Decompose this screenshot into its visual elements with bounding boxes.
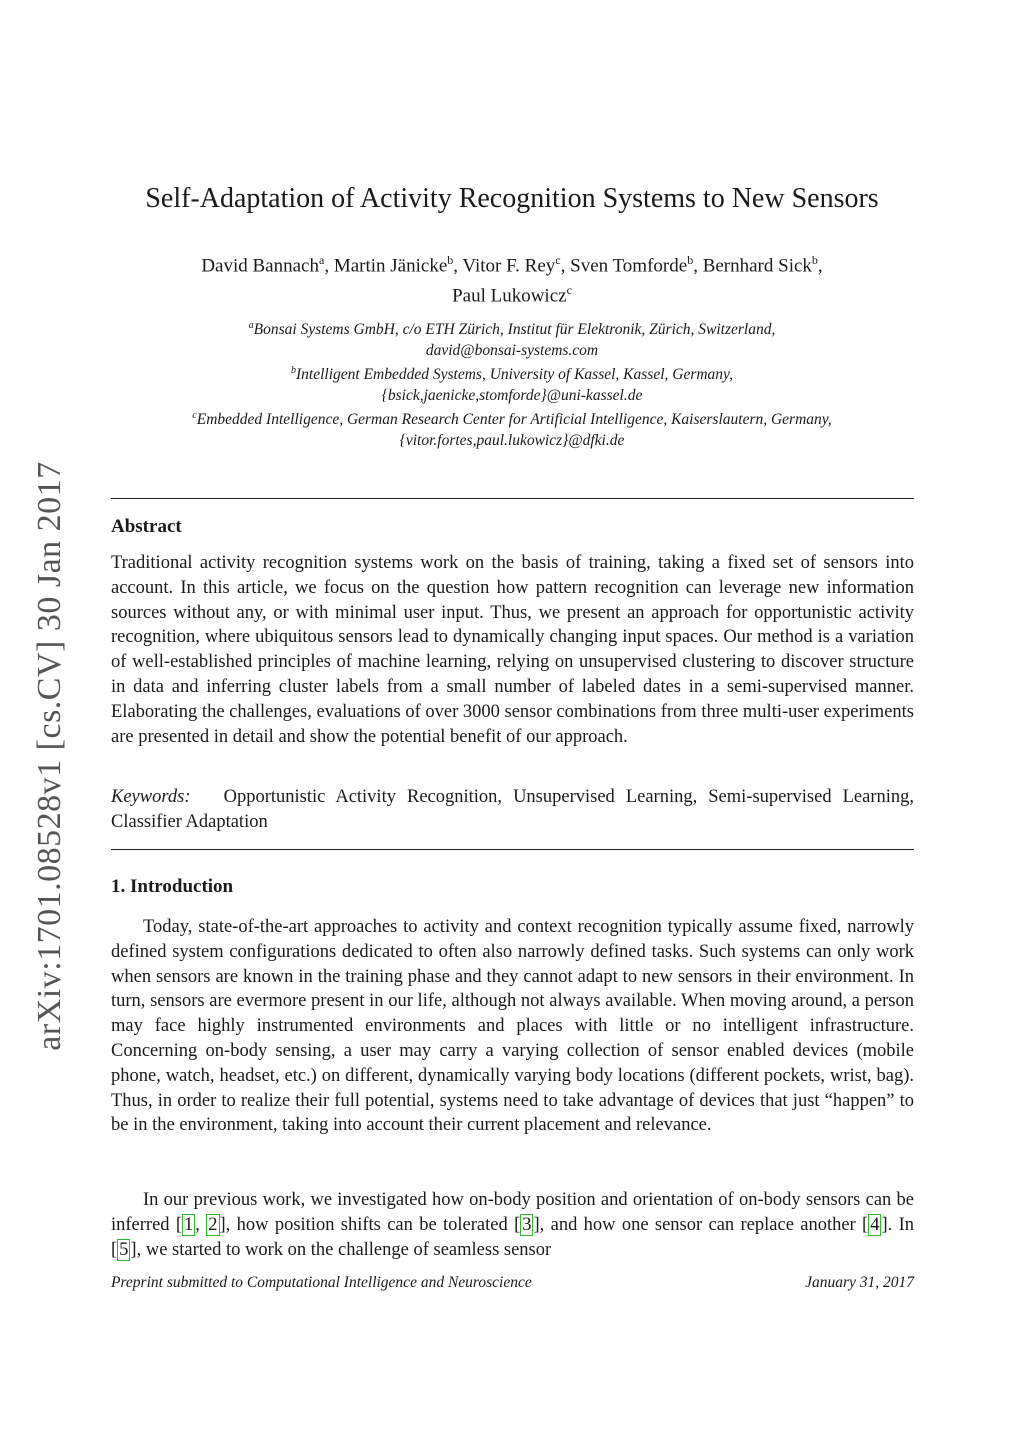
arxiv-sidebar-stamp xyxy=(18,456,82,1056)
para-text: In our previous work, we investigated how on-body position and orientation of on-body sensors can be inferred [ xyxy=(111,1190,914,1235)
author-name: Vitor F. Rey xyxy=(462,255,556,277)
affil-text: Intelligent Embedded Systems, University of Kassel, Kassel, Germany, xyxy=(296,366,733,384)
keywords-label: Keywords: xyxy=(111,787,191,807)
citation-link-4[interactable]: 4 xyxy=(870,1214,880,1235)
para-text: ], we started to work on the challenge of seamless sensor xyxy=(130,1239,552,1260)
arxiv-id-text: arXiv:1701.08528v1 [cs.CV] 30 Jan 2017 xyxy=(31,461,68,1051)
author-name: Bernhard Sick xyxy=(702,255,812,277)
para-text: ]. In [ xyxy=(111,1214,915,1260)
author-name: David Bannach xyxy=(201,255,319,277)
affil-text: Bonsai Systems GmbH, c/o ETH Zürich, Institut für Elektronik, Zürich, Switzerland, xyxy=(253,321,776,339)
author-affil-mark: b xyxy=(687,253,694,267)
abstract-heading: Abstract xyxy=(111,516,182,537)
author-name: Paul Lukowicz xyxy=(452,285,567,307)
intro-paragraph-2 xyxy=(111,1188,914,1262)
keywords-text: Opportunistic Activity Recognition, Unsupervised Learning, Semi-supervised Learning, Classifier Adaptation xyxy=(111,787,915,832)
para-text: ], how position shifts can be tolerated [ xyxy=(219,1214,521,1235)
affiliation-b xyxy=(112,361,912,386)
affiliations xyxy=(112,316,912,451)
author-name: Martin Jänicke xyxy=(333,255,448,277)
author-affil-mark: b xyxy=(811,253,818,267)
para-text: , xyxy=(195,1214,207,1235)
affiliation-c-email: {vitor.fortes,paul.lukowicz}@dfki.de xyxy=(399,431,625,449)
affil-mark: c xyxy=(192,410,197,422)
author-affil-mark: c xyxy=(555,253,561,267)
affiliation-a-email: david@bonsai-systems.com xyxy=(425,341,599,359)
page-footer xyxy=(111,1274,914,1292)
affil-mark: b xyxy=(291,365,297,377)
divider-top xyxy=(111,498,914,499)
intro-paragraph-1: Today, state-of-the-art approaches to activity and context recognition typically assume fixed, narrowly defined system configurations dedicated to often also narrowly defined tasks. Such systems can only work when sensors are known in the training phase and they cannot adapt to new sensors in their environment. In turn, sensors are evermore present in our life, although not always available. When moving around, a person may face highly instrumented environments and places with little or no intelligent infrastructure. Concerning on-body sensing, a user may carry a varying collection of sensor enabled devices (mobile phone, watch, headset, etc.) on different, dynamically varying body locations (different pockets, wrist, bag). Thus, in order to realize their full potential, systems need to take advantage of devices that just “happen” to be in the environment, taking into account their current placement and relevance. xyxy=(111,917,914,1136)
footer-preprint-note: Preprint submitted to Computational Intelligence and Neuroscience xyxy=(111,1274,532,1291)
citation-link-2[interactable]: 2 xyxy=(208,1214,218,1235)
section-heading-introduction: 1. Introduction xyxy=(111,876,234,897)
author-affil-mark: b xyxy=(447,253,454,267)
affil-text: Embedded Intelligence, German Research Center for Artificial Intelligence, Kaiserslautern, Germany, xyxy=(196,411,832,429)
keywords xyxy=(111,785,914,835)
author-list: David Bannach$^a$, Martin Jänicke$^b$, Vitor F. Rey$^c$, Sven Tomforde$^b$, Bernhard Sick$^b$, Paul Lukowicz$^c$ xyxy=(201,253,823,307)
citation-link-5[interactable]: 5 xyxy=(119,1239,129,1260)
affiliation-b-email: {bsick,jaenicke,stomforde}@uni-kassel.de xyxy=(381,386,643,404)
citation-link-3[interactable]: 3 xyxy=(522,1214,532,1235)
para-text: ], and how one sensor can replace another [ xyxy=(533,1214,869,1235)
citation-link-1[interactable]: 1 xyxy=(184,1214,194,1235)
abstract-text: Traditional activity recognition systems work on the basis of training, taking a fixed set of sensors into account. In this article, we focus on the question how pattern recognition can leverage new information sources without any, or with minimal user input. Thus, we present an approach for opportunistic activity recognition, where ubiquitous sensors lead to dynamically changing input spaces. Our method is a variation of well-established principles of machine learning, relying on unsupervised clustering to discover structure in data and inferring cluster labels from a small number of labeled dates in a semi-supervised manner. Elaborating the challenges, evaluations of over 3000 sensor combinations from three multi-user experiments are presented in detail and show the potential benefit of our approach. xyxy=(111,553,914,747)
author-affil-mark: c xyxy=(566,283,572,298)
footer-date: January 31, 2017 xyxy=(805,1274,914,1291)
divider-bottom xyxy=(111,849,914,850)
affil-mark: a xyxy=(248,320,254,331)
affiliation-a xyxy=(112,316,912,341)
author-affil-mark: a xyxy=(318,253,325,267)
paper-title: Self-Adaptation of Activity Recognition Systems to New Sensors xyxy=(145,183,879,214)
author-name: Sven Tomforde xyxy=(570,255,688,277)
affiliation-c xyxy=(112,406,912,431)
